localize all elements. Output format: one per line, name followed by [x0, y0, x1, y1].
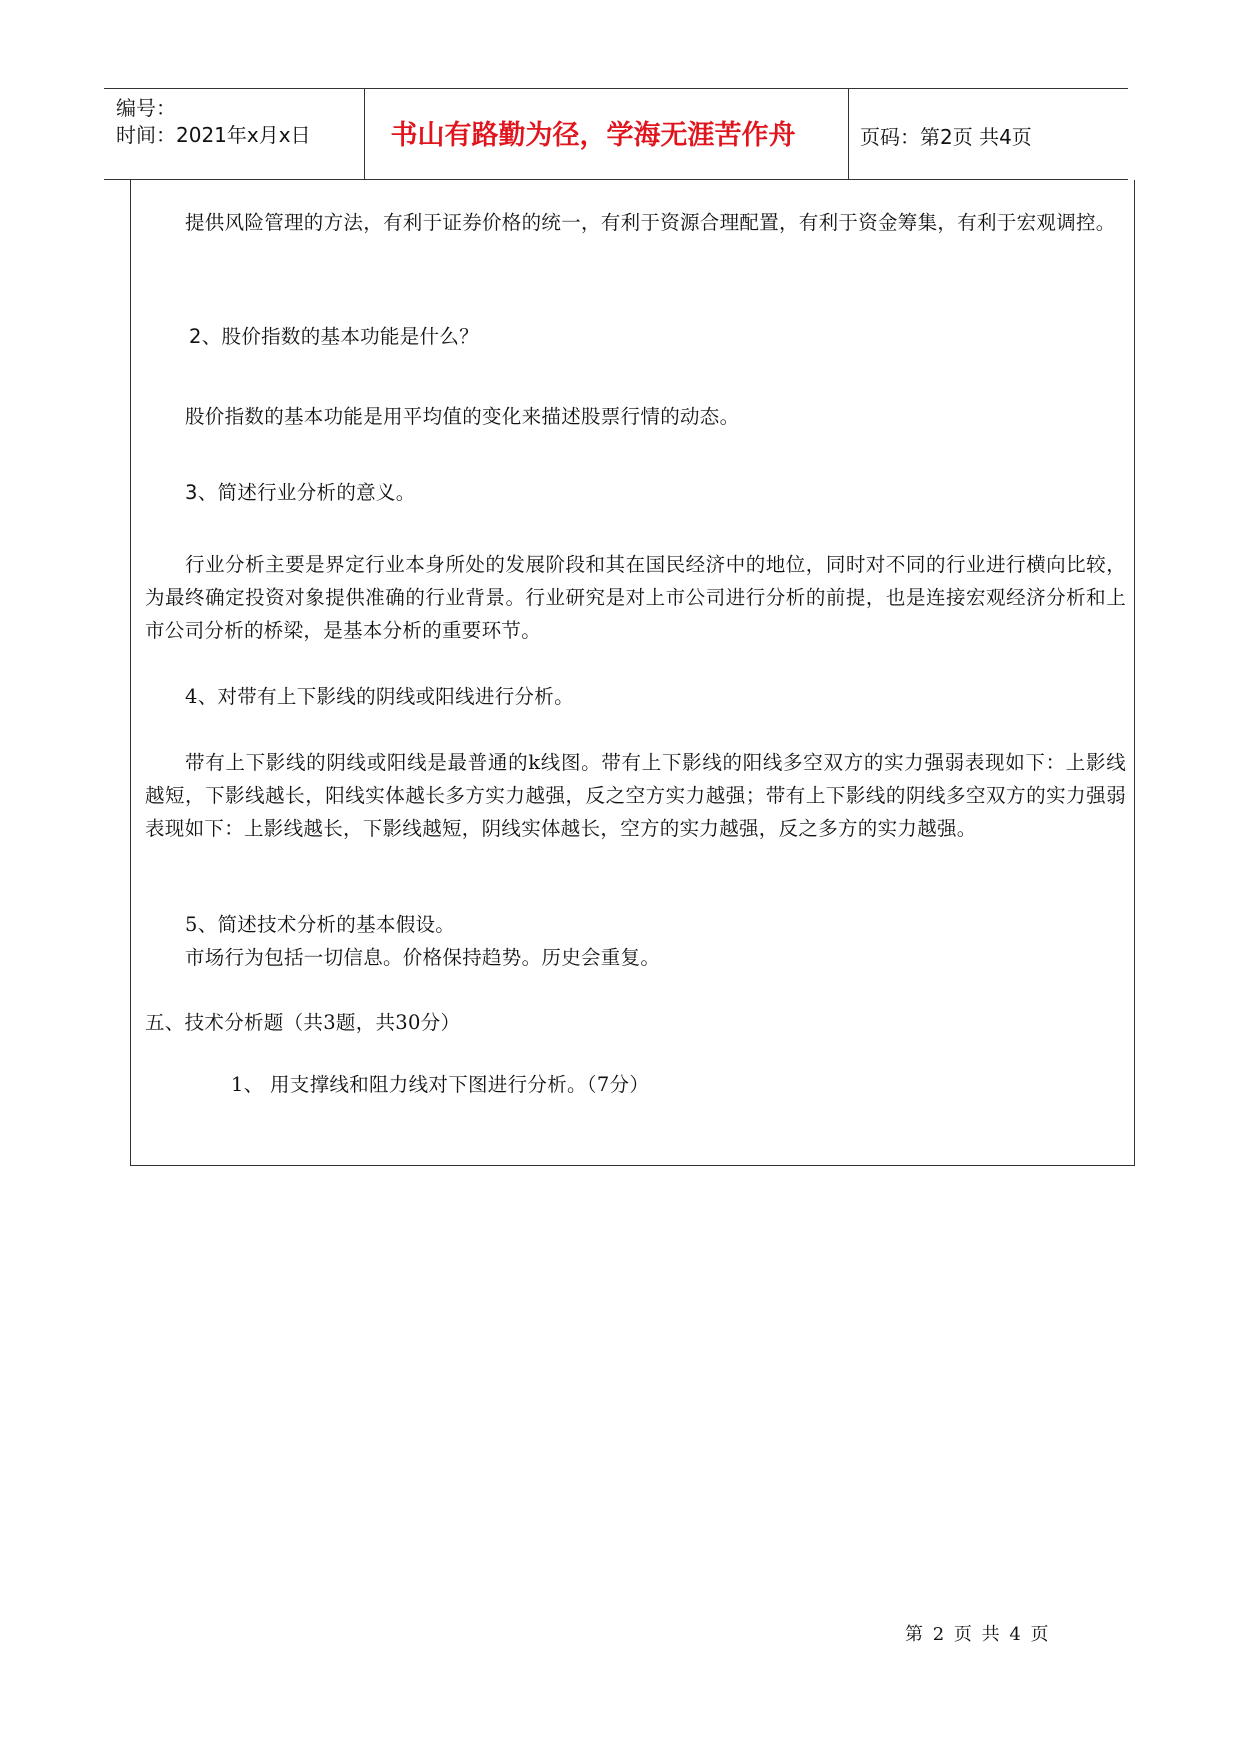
section-5-heading: 五、技术分析题（共3题，共30分） [145, 1011, 461, 1034]
paragraph-risk-management: 提供风险管理的方法，有利于证券价格的统一，有利于资源合理配置，有利于资金筹集，有利于宏观调控。 [185, 211, 1116, 234]
header-divider [848, 89, 849, 179]
header-page-info: 页码：第2页 共4页 [860, 125, 1032, 149]
question-2-number: 2、 [189, 325, 222, 348]
question-2-text: 股价指数的基本功能是什么？ [221, 325, 479, 348]
question-3-text: 简述行业分析的意义。 [217, 481, 416, 504]
question-4: 4、对带有上下影线的阴线或阳线进行分析。 [185, 685, 574, 708]
section-5-question-1: 1、 用支撑线和阻力线对下图进行分析。（7分） [231, 1073, 650, 1096]
answer-5: 市场行为包括一切信息。价格保持趋势。历史会重复。 [185, 946, 661, 969]
header-meta [116, 95, 311, 149]
page-footer: 第 2 页 共 4 页 [905, 1624, 1051, 1645]
answer-4: 带有上下影线的阴线或阳线是最普通的k线图。带有上下影线的阳线多空双方的实力强弱表现如下：上影线越短，下影线越长，阳线实体越长多方实力越强，反之空方实力越强；带有上下影线的阴线多空双方的实力强弱表现如下：上影线越长，下影线越短，阴线实体越长，空方的实力越强，反之多方的实力越强。 [145, 751, 1126, 840]
header-motto: 书山有路勤为径，学海无涯苦作舟 [390, 120, 796, 151]
question-5: 5、简述技术分析的基本假设。 [185, 913, 456, 936]
question-2 [189, 320, 1126, 353]
content-box [130, 180, 1135, 1166]
answer-2: 股价指数的基本功能是用平均值的变化来描述股票行情的动态。 [185, 405, 740, 428]
answer-3: 行业分析主要是界定行业本身所处的发展阶段和其在国民经济中的地位，同时对不同的行业进行横向比较，为最终确定投资对象提供准确的行业背景。行业研究是对上市公司进行分析的前提，也是连接宏观经济分析和上市公司分析的桥梁，是基本分析的重要环节。 [145, 553, 1126, 642]
question-3-number: 3、 [185, 481, 218, 504]
question-3 [185, 476, 1126, 509]
date-line: 时间：2021年x月x日 [116, 123, 311, 147]
serial-label: 编号： [116, 96, 176, 120]
page-header [104, 88, 1128, 180]
